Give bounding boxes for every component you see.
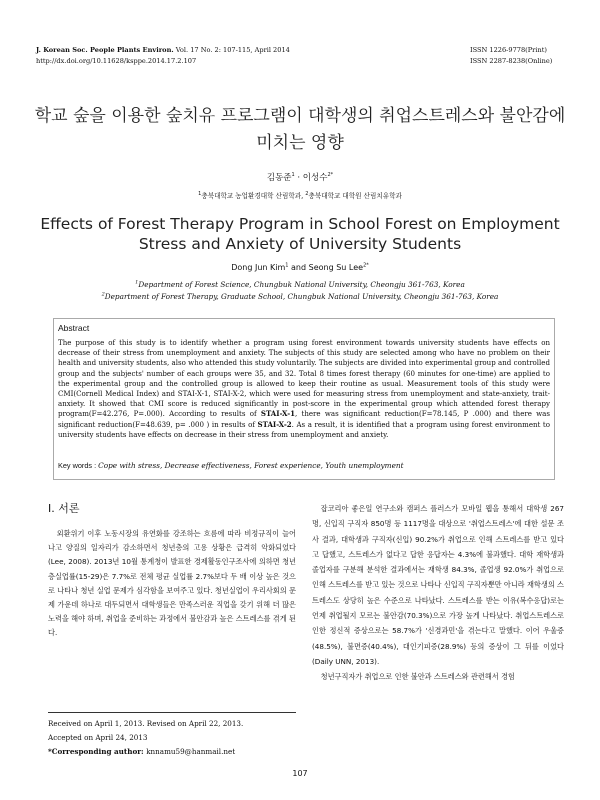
right-column (312, 501, 564, 685)
corresponding-author: *Corresponding author: knnamu59@hanmail.net (48, 747, 236, 757)
left-column-paragraph: 외환위기 이후 노동시장의 유연화를 강조하는 흐름에 따라 비정규직이 늘어나고 양질의 일자리가 감소하면서 청년층의 고용 상황은 급격히 악화되었다(Lee, 2008). 2013년 10월 통계청이 발표한 경제활동인구조사에 의하면 청년층실업률(15-29)은 7.7%로 전체 평균 실업률 2.7%보다 두 배 이상 높은 것으로 나타나 청년 실업 문제가 심각함을 보여주고 있다. 청년실업이 우리사회의 문제 가운데 하나로 대두되면서 대학생들은 만족스러운 직업을 갖기 위해 더 많은 노력을 해야 하며, 취업을 준비하는 과정에서 불안감과 높은 스트레스를 겪게 된다. (48, 529, 296, 638)
issn-print: ISSN 1226-9778(Print) (470, 46, 547, 54)
section-heading: Ⅰ. 서론 (48, 502, 80, 515)
right-paragraph-2: 청년구직자가 취업으로 인한 불안과 스트레스와 관련해서 경험 (320, 672, 515, 682)
journal-header (36, 45, 290, 67)
english-affiliations: $^1$Department of Forest Science, Chungbuk National University, Cheongju 361-763, Korea $^2$Department of Forest Therapy, Graduate School, Chungbuk National University, Cheongju 361-763, Korea (101, 279, 499, 301)
korean-authors: 김동준$^1$ · 이성수$^{2*}$ (266, 172, 334, 183)
author-email[interactable]: knnamu59@hanmail.net (146, 747, 236, 757)
korean-affiliations: $^1$충북대학교 농업환경대학 산림학과, $^2$충북대학교 대학원 산림치유학과 (198, 190, 402, 200)
footnote-divider (48, 712, 296, 713)
issn-online: ISSN 2287-8238(Online) (470, 57, 553, 65)
journal-name: J. Korean Soc. People Plants Environ. (36, 46, 174, 54)
accepted-date: Accepted on April 24, 2013 (48, 733, 148, 743)
keywords (58, 461, 404, 470)
page-number: 107 (292, 769, 308, 778)
keywords-label: Key words : (58, 461, 99, 470)
english-authors: Dong Jun Kim$^1$ and Seong Su Lee$^{2*}$ (231, 262, 369, 272)
abstract-text: The purpose of this study is to identify whether a program using forest environment towards university students have effects on decrease of their stress from unemployment and anxiety. The subjects of this study are selected among who have no problem on their health and university students, also who attended this study voluntarily. The subjects are divided into experimental group and controlled group and the subjects' number of each groups were 35, and 32. Total 8 times forest therapy (60 minutes for one-time) are applied to the experimental group and the controlled group is allowed to keep their routine as usual. Measurement tools of this study were CMI(Cornell Medical Index) and STAI-X-1, STAI-X-2, which were used for measuring stress from unemployment and state-anxiety, trait-anxiety. It showed that CMI score is reduced significantly in post-score in the experimental group which attended forest therapy program(F=42.276, P=.000). According to results of STAI-X-1, there was significant reduction(F=78.145, P .000) and there was significant reduction(F=48.639, p= .000 ) in results of STAI-X-2. As a result, it is identified that a program using forest environment to university students have effects on decrease in their stress from unemployment and anxiety. (58, 338, 550, 439)
english-title: Effects of Forest Therapy Program in School Forest on Employment Stress and Anxiety of University Students (40, 215, 560, 253)
journal-volume: Vol. 17 No. 2: 107-115, April 2014 (175, 46, 290, 54)
footnotes (48, 717, 243, 760)
keywords-text: Cope with stress, Decrease effectiveness, Forest experience, Youth unemployment (98, 461, 404, 470)
korean-title: 학교 숲을 이용한 숲치유 프로그램이 대학생의 취업스트레스와 불안감에 미치는 영향 (34, 106, 566, 153)
doi-link[interactable]: http://dx.doi.org/10.11628/ksppe.2014.17.2.107 (36, 57, 197, 65)
received-date: Received on April 1, 2013. Revised on April 22, 2013. (48, 719, 244, 728)
right-paragraph-1: 잡코리아 좋은일 연구소와 캠퍼스 플러스가 모바일 웹을 통해서 대학생 267명, 신입직 구직자 850명 등 1117명을 대상으로 '취업스트레스'에 대한 설문 조사 결과, 대학생과 구직자(신입) 90.2%가 취업으로 인해 스트레스를 받고 있다고 답했고, 스트레스가 없다고 답한 응답자는 4.3%에 불과했다. 대학 재학생과 졸업자를 구분해 분석한 결과에서는 재학생 84.3%, 졸업생 92.0%가 취업으로 인해 스트레스를 받고 있는 것으로 나타나 신입직 구직자뿐만 아니라 재학생의 스트레스도 상당히 높은 수준으로 나타났다. 스트레스를 받는 이유(복수응답)로는 언제 취업될지 모르는 불안감(70.3%)으로 가장 높게 나타났다. 취업스트레스로 인한 정신적 증상으로는 58.7%가 '신경과민'을 겪는다고 말했다. 이어 우울증(48.5%), 불면증(40.4%), 대인기피증(28.9%) 등의 증상이 그 뒤를 이었다 (Daily UNN, 2013). (312, 504, 564, 666)
abstract-heading: Abstract (58, 323, 90, 333)
issn-block (470, 45, 570, 67)
